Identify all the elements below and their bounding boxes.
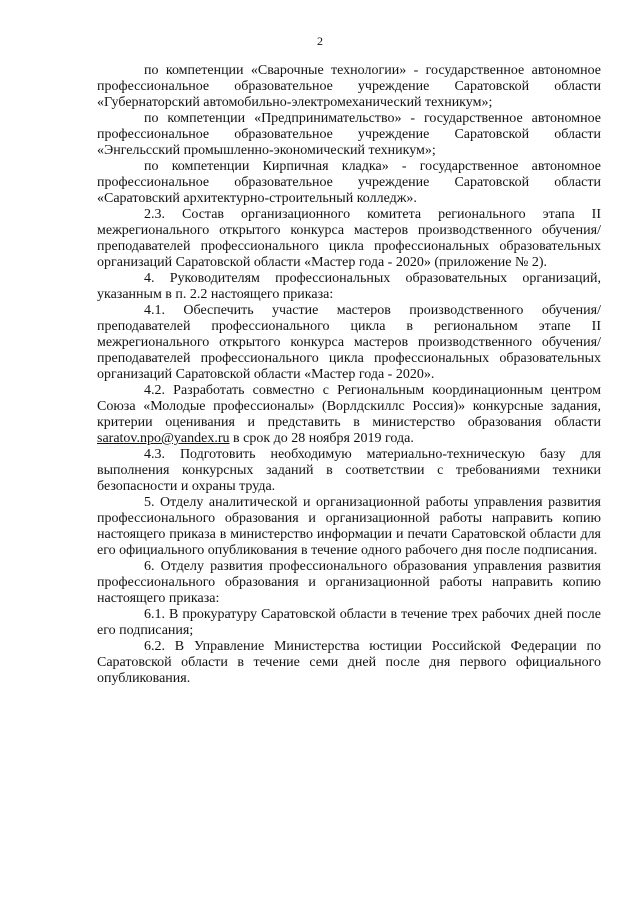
paragraph-entrepreneurship: по компетенции «Предпринимательство» - государственное автономное профессиональное образовательное учреждение Саратовской области «Энгельсский промышленно-экономический техникум»; — [97, 111, 601, 158]
paragraph-4-2-deadline: в срок до 28 ноября 2019 года. — [229, 431, 414, 446]
paragraph-4-2 — [97, 383, 601, 447]
document-body — [97, 63, 601, 687]
paragraph-welding: по компетенции «Сварочные технологии» - государственное автономное профессиональное образовательное учреждение Саратовской области «Губернаторский автомобильно-электромеханический техникум»; — [97, 63, 601, 110]
paragraph-5: 5. Отделу аналитической и организационной работы управления развития профессионального образования и организационной работы направить копию настоящего приказа в министерство информации и печати Саратовской области для его официального опубликования в течение одного рабочего дня после подписания. — [97, 495, 601, 558]
paragraph-4-2-text: 4.2. Разработать совместно с Региональным координационным центром Союза «Молодые профессионалы» (Ворлдскиллс Россия)» конкурсные задания, критерии оценивания и представить в министерство образования области — [97, 383, 601, 430]
paragraph-4-3: 4.3. Подготовить необходимую материально-техническую базу для выполнения конкурсных заданий в соответствии с требованиями техники безопасности и охраны труда. — [97, 447, 601, 494]
paragraph-6-1: 6.1. В прокуратуру Саратовской области в течение трех рабочих дней после его подписания; — [97, 607, 601, 638]
paragraph-bricklaying: по компетенции Кирпичная кладка» - государственное автономное профессиональное образовательное учреждение Саратовской области «Саратовский архитектурно-строительный колледж». — [97, 159, 601, 206]
paragraph-6: 6. Отделу развития профессионального образования управления развития профессионального образования и организационной работы направить копию настоящего приказа: — [97, 559, 601, 606]
paragraph-2-3: 2.3. Состав организационного комитета регионального этапа II межрегионального открытого конкурса мастеров производственного обучения/преподавателей профессионального цикла профессиональных образовательных организаций Саратовской области «Мастер года - 2020» (приложение № 2). — [97, 207, 601, 270]
paragraph-4-1: 4.1. Обеспечить участие мастеров производственного обучения/преподавателей профессионального цикла в региональном этапе II межрегионального открытого конкурса мастеров производственного обучения/преподавателей профессионального цикла профессиональных образовательных организаций Саратовской области «Мастер года - 2020». — [97, 303, 601, 382]
email-link[interactable]: saratov.npo@yandex.ru — [97, 431, 230, 446]
paragraph-6-2: 6.2. В Управление Министерства юстиции Российской Федерации по Саратовской области в течение семи дней после дня первого официального опубликования. — [97, 639, 601, 686]
paragraph-4: 4. Руководителям профессиональных образовательных организаций, указанным в п. 2.2 настоящего приказа: — [97, 271, 601, 302]
page-number: 2 — [317, 34, 323, 48]
